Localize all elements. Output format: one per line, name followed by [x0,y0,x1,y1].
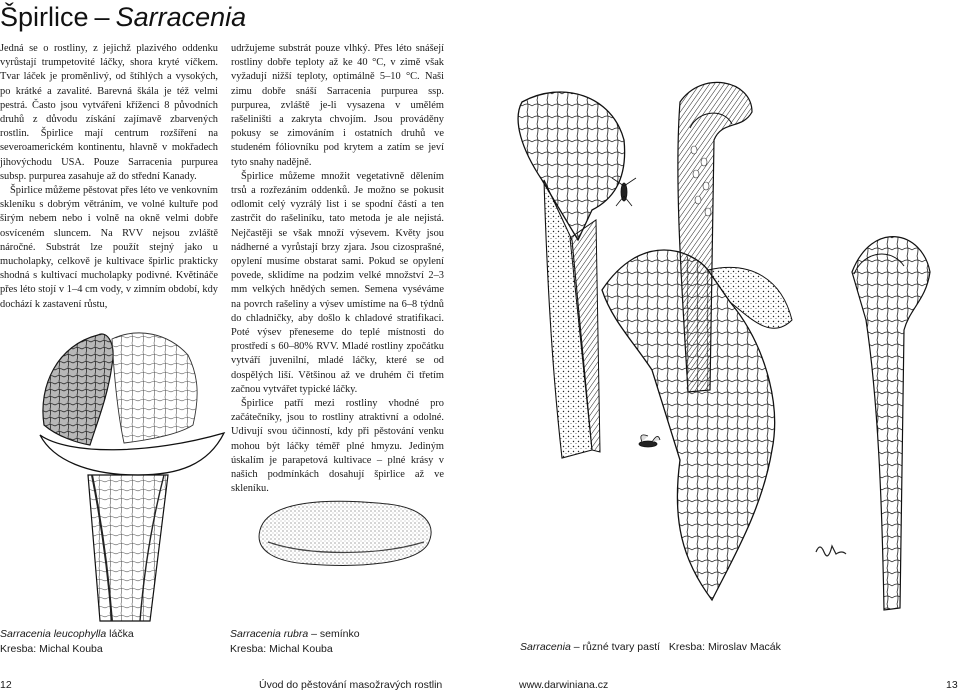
page-title [0,0,452,38]
title-latin: Sarracenia [115,2,247,32]
text-column-right [231,42,444,497]
caption-credit: Kresba: Michal Kouba [230,643,333,655]
pitchers-drawing [452,40,960,640]
title-main: Špirlice [0,2,89,32]
paragraph: Špirlice můžeme pěstovat přes léto ve venkovním skleníku s dobrým větráním, ve volné kultuře pod širým nebem nebo i volně na okně velmi dobře osvíceném sluncem. Na RVV nejsou zvláště náročné. Substrát lze použít stejný jako u mucholapky, celkově je kultivace špirlic prakticky shodná s kultivací mucholapky podivné. Květináče přes léto stojí v 1–4 cm vody, v zimním období, kdy dochází k zastavení růstu, [0,185,218,310]
caption-credit: Kresba: Miroslav Macák [668,641,781,653]
caption-pitchers [520,640,781,655]
title-separator: – [94,2,110,32]
footer-title: Úvod do pěstování masožravých rostlin [259,679,443,691]
caption-leucophylla [0,627,134,657]
caption-species: Sarracenia [520,641,571,653]
caption-label: – různé tvary pastí [570,641,661,653]
paragraph: udržujeme substrát pouze vlhký. Přes léto snášejí rostliny dobře teploty až ke 40 °C, v zimě však vyžadují nižší teploty, optimálně 5–10 °C. Naši zimu dobře snáší Sarracenia purpurea ssp. purpurea, zvláště je-li vysazena v umělém rašeliništi a zakryta chvojím. Jsou prováděny pokusy se zimováním i ostatních druhů ve studeném fóliovníku pod krytem a zatím se jeví tyto snahy nadějně. [231,43,444,168]
text-column-left [0,42,218,312]
caption-label: láčka [106,628,134,640]
paragraph: Špirlice patří mezi rostliny vhodné pro začátečníky, jsou to rostliny atraktivní a odolné. Udivují svou účinností, kdy při pěstování venku mohou být láčky téměř plné hmyzu. Jediným úskalím je parapetová kultivace – plné krásy v našich podmínkách dosahují špirlice až ve skleníku. [231,398,444,495]
caption-species: Sarracenia leucophylla [0,628,107,640]
paragraph: Špirlice můžeme množit vegetativně dělením trsů a rozřezáním oddenků. Je možno se pokusit odlomit celý vyzrálý list i se spodní částí a ten zastrčit do rašeliníku, tato metoda je ale nejistá. Nejčastěji se však množí výsevem. Květy jsou nádherné a vyrůstají brzy zjara. Jsou cizosprašné, opylení musíme obstarat sami. Pokud se opylení povede, sklidíme na podzim velké množství 2–3 mm velkých hnědých semen. Semena vyséváme na povrch rašeliny a výsev umístíme na 6–8 týdnů do chladničky, aby došlo k chladové stratifikaci. Poté výsev přeneseme do teplé místnosti do prostředí s 60–80% RVV. Mladé rostliny zpočátku vytváří juvenilní, mladé láčky, které se od dospělých liší. Většinou až ve druhém či třetím začnou vytvářet typické láčky. [231,170,444,395]
caption-species: Sarracenia rubra [230,628,309,640]
footer-url-link[interactable]: www.darwiniana.cz [519,679,609,691]
page-number-right: 13 [946,679,958,691]
caption-credit: Kresba: Michal Kouba [0,643,103,655]
leucophylla-pitcher-drawing [28,325,228,625]
signature-mark [816,546,846,556]
caption-rubra [230,627,360,657]
caption-label: – semínko [308,628,360,640]
rubra-seed-drawing [238,490,443,570]
paragraph: Jedná se o rostliny, z jejichž plazivého oddenku vyrůstají trumpetovité láčky, shora kryté víčkem. Tvar láček je proměnlivý, od štíhlých a vysokých, po krátké a zavalité. Barevná škála je též velmi pestrá. Často jsou vytvářeni kříženci 8 původních druhů z důvodu získání zajímavě zbarvených rostlin. Špirlice mají centrum rozšíření na severoamerickém kontinentu, hlavně v mokřadech jihovýchodu USA. Pouze Sarracenia purpurea subsp. purpurea zasahuje až do střední Kanady. [0,43,218,182]
page-number-left: 12 [0,679,12,691]
